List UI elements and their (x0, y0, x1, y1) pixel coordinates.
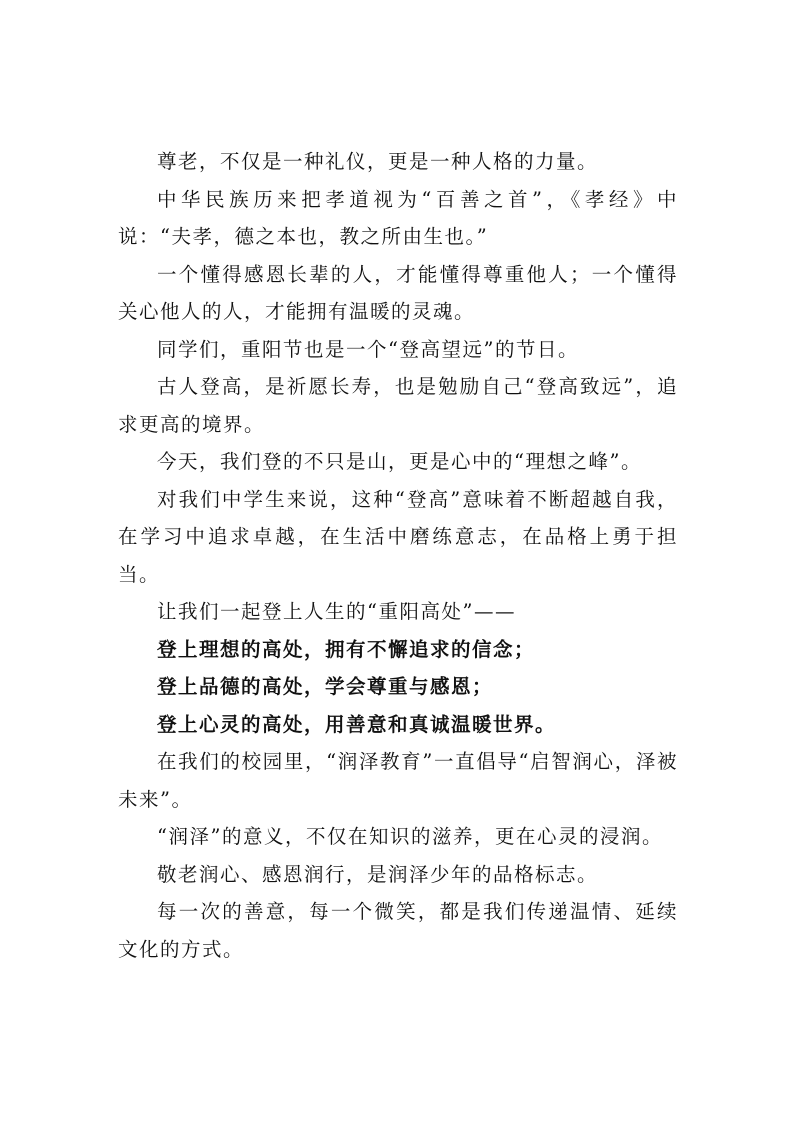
bold-paragraph: 登上理想的高处，拥有不懈追求的信念； (157, 637, 536, 661)
bold-paragraph: 登上心灵的高处，用善意和真诚温暖世界。 (157, 712, 557, 736)
bold-paragraph: 登上品德的高处，学会尊重与感恩； (157, 675, 494, 698)
paragraph: 古人登高，是祈愿长寿，也是勉励自己“登高致远”，追求更高的境界。 (118, 375, 678, 436)
paragraph: 对我们中学生来说，这种“登高”意味着不断超越自我，在学习中追求卓越，在生活中磨练意志，在品格上勇于担当。 (118, 487, 678, 586)
paragraph: 尊老，不仅是一种礼仪，更是一种人格的力量。 (157, 150, 599, 173)
paragraph: “润泽”的意义，不仅在知识的滋养，更在心灵的浸润。 (157, 825, 663, 848)
paragraph: 让我们一起登上人生的“重阳高处”—— (157, 600, 516, 623)
paragraph: 敬老润心、感恩润行，是润泽少年的品格标志。 (157, 862, 599, 886)
paragraph: 每一次的善意，每一个微笑，都是我们传递温情、延续文化的方式。 (118, 900, 678, 961)
paragraph: 一个懂得感恩长辈的人，才能懂得尊重他人；一个懂得关心他人的人，才能拥有温暖的灵魂。 (118, 262, 678, 323)
paragraph: 在我们的校园里，“润泽教育”一直倡导“启智润心，泽被未来”。 (118, 750, 678, 811)
paragraph: 今天，我们登的不只是山，更是心中的“理想之峰”。 (157, 450, 642, 473)
paragraph: 同学们，重阳节也是一个“登高望远”的节日。 (157, 337, 579, 361)
document-body (118, 143, 678, 968)
paragraph: 中华民族历来把孝道视为“百善之首”，《孝经》中说：“夫孝，德之本也，教之所由生也。” (118, 187, 678, 248)
